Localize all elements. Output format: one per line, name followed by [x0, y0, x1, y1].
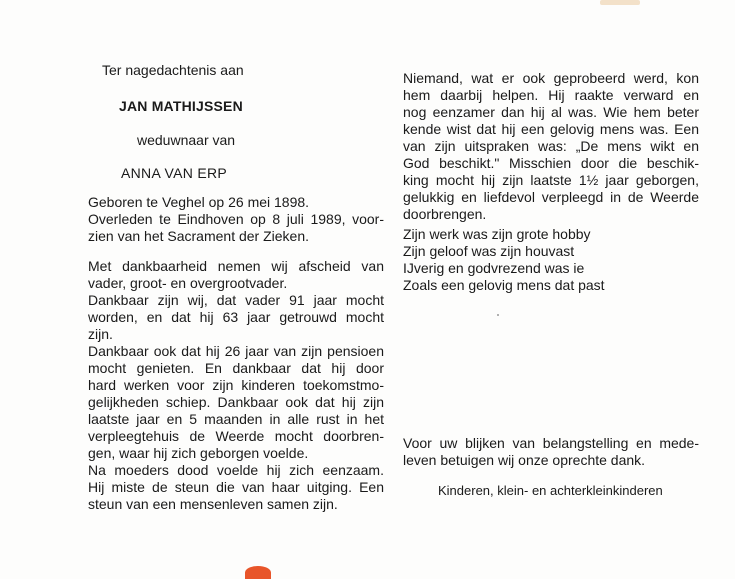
text-line: Dankbaar zijn wij, dat vader 91 jaar mocht — [88, 292, 384, 308]
text-line: Met dankbaarheid nemen wij afscheid van — [88, 258, 384, 274]
intro-line: Ter nagedachtenis aan — [102, 62, 244, 78]
text-line: Na moeders dood voelde hij zich eenzaam. — [88, 462, 384, 478]
text-line: laatste jaar en 5 maanden in alle rust in het — [88, 411, 384, 427]
stain-mark — [600, 0, 640, 5]
text-line: God beschikt." Misschien door die beschik- — [403, 155, 699, 171]
poem-line: Zijn geloof was zijn houvast — [403, 243, 575, 259]
text-line: steun van een mensenleven samen zijn. — [88, 496, 338, 512]
text-line: vader, groot- en overgrootvader. — [88, 275, 288, 291]
text-line: Hij miste de steun die van haar uitging. Een — [88, 479, 384, 495]
red-mark — [245, 566, 271, 579]
text-line: Niemand, wat er ook geprobeerd werd, kon — [403, 70, 699, 86]
text-line: hard werken voor zijn kinderen toekomstmo- — [88, 377, 384, 393]
text-line: Dankbaar ook dat hij 26 jaar van zijn pensioen — [88, 343, 384, 359]
text-line: Voor uw blijken van belangstelling en mede- — [403, 435, 699, 451]
text-line: gelijkheden schiep. Dankbaar ook dat hij zijn — [88, 394, 384, 410]
poem-line: IJverig en godvrezend was ie — [403, 260, 585, 276]
text-line: leven betuigen wij onze oprechte dank. — [403, 452, 646, 468]
text-line: Overleden te Eindhoven op 8 juli 1989, voor- — [88, 211, 384, 227]
signoff: Kinderen, klein- en achterkleinkinderen — [438, 483, 663, 498]
poem-line: Zijn werk was zijn grote hobby — [403, 226, 591, 242]
birth-death-paragraph — [88, 194, 384, 245]
speck — [497, 314, 499, 316]
relation-line: weduwnaar van — [137, 132, 236, 148]
poem — [403, 226, 605, 294]
text-line: mocht genieten. En dankbaar dat hij door — [88, 360, 384, 376]
text-line: kende wist dat hij een gelovig mens was. Een — [403, 121, 699, 137]
deceased-name: JAN MATHIJSSEN — [119, 98, 243, 114]
text-line: hem daarbij helpen. Hij raakte verward en — [403, 87, 699, 103]
text-line: zijn. — [88, 326, 113, 342]
text-line: worden, en dat hij 63 jaar getrouwd mocht — [88, 309, 384, 325]
text-line: van zijn uitspraken was: „De mens wikt en — [403, 138, 699, 154]
text-line: gelukkig en liefdevol verpleegd in de Weerde — [403, 189, 699, 205]
text-line: verpleegtehuis de Weerde mocht doorbren- — [88, 428, 384, 444]
spouse-name: ANNA VAN ERP — [121, 165, 228, 181]
text-line: nog eenzamer dan hij al was. Wie hem beter — [403, 104, 699, 120]
text-line: doorbrengen. — [403, 206, 487, 222]
text-line: king mocht hij zijn laatste 1½ jaar geborgen, — [403, 172, 699, 188]
text-line: zien van het Sacrament der Zieken. — [88, 228, 310, 244]
thanks-paragraph — [403, 435, 699, 469]
gratitude-paragraph — [88, 258, 384, 513]
poem-line: Zoals een gelovig mens dat past — [403, 277, 605, 293]
right-paragraph — [403, 70, 699, 223]
text-line: Geboren te Veghel op 26 mei 1898. — [88, 194, 310, 210]
text-line: gen, waar hij zich geborgen voelde. — [88, 445, 309, 461]
